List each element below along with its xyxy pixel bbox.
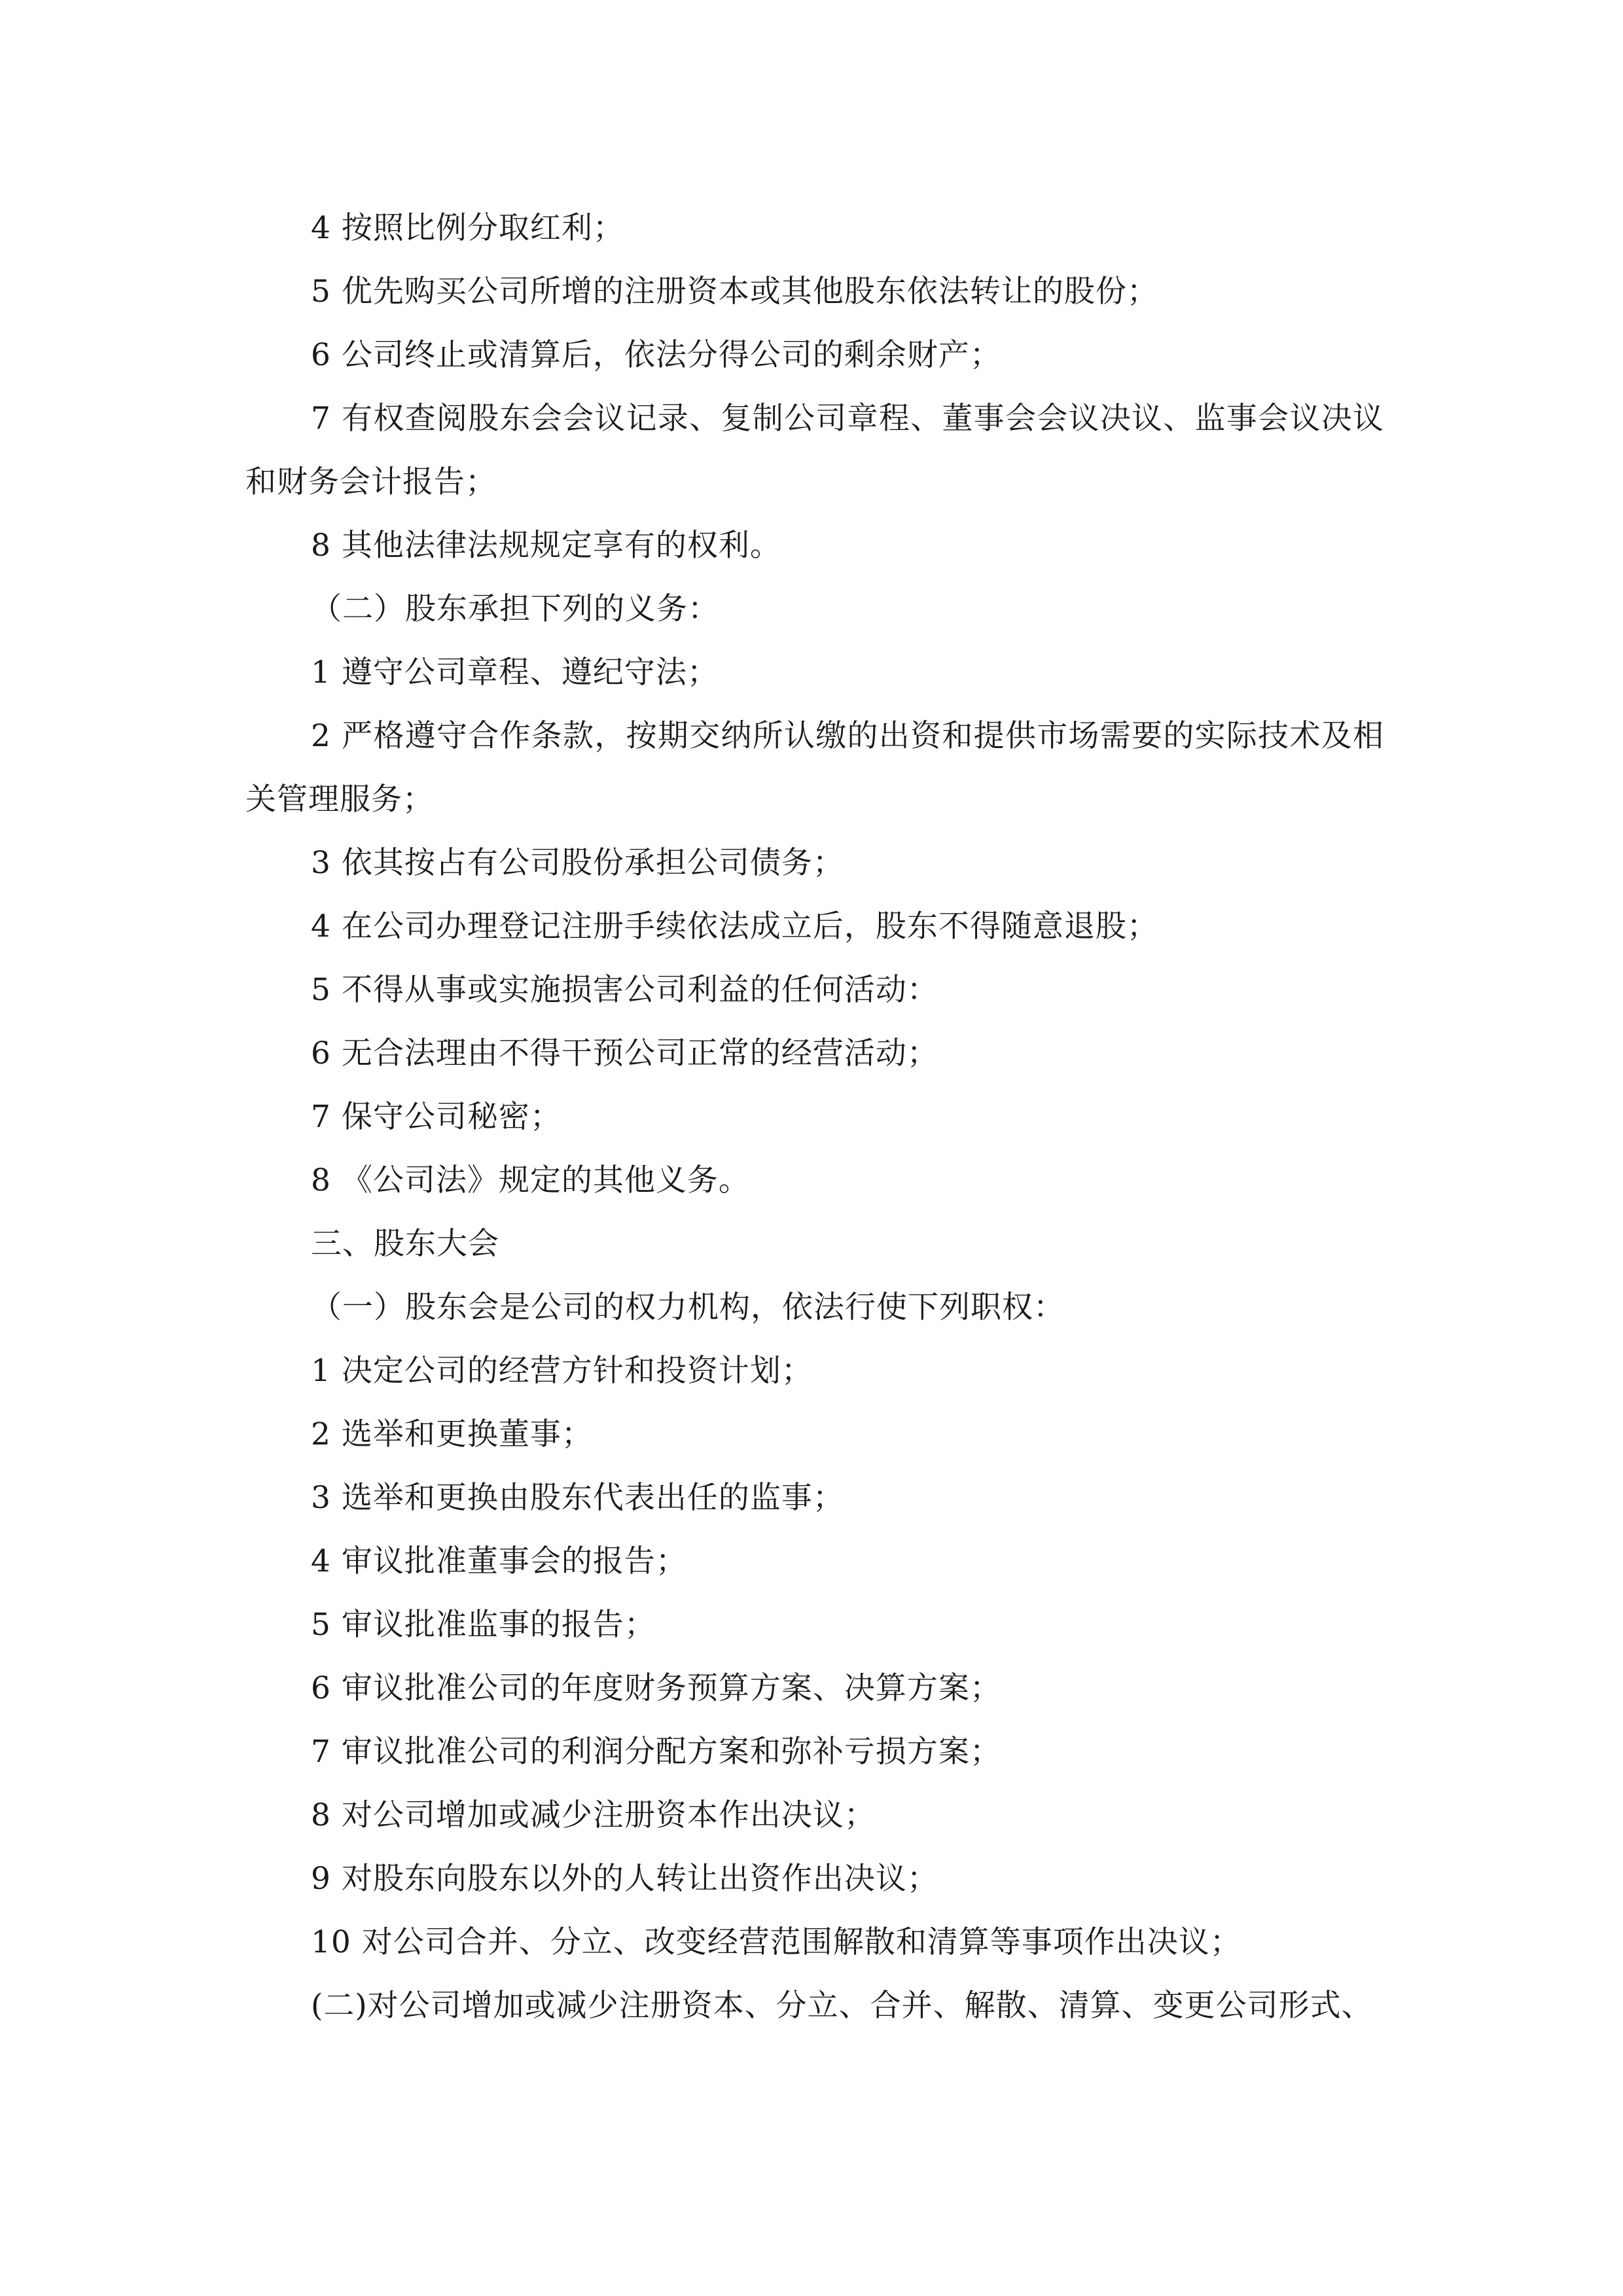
paragraph: 8 对公司增加或减少注册资本作出决议； — [311, 1797, 876, 1833]
section-heading: （一）股东会是公司的权力机构，依法行使下列职权： — [311, 1289, 1065, 1325]
paragraph: 7 有权查阅股东会会议记录、复制公司章程、董事会会议决议、监事会议决议和财务会计报告； — [245, 401, 1384, 500]
paragraph: 8 《公司法》规定的其他义务。 — [311, 1162, 750, 1198]
paragraph: 7 保守公司秘密； — [311, 1099, 562, 1135]
paragraph: 3 依其按占有公司股份承担公司债务； — [311, 845, 844, 881]
paragraph: 4 按照比例分取红利； — [311, 210, 624, 246]
paragraph: 4 在公司办理登记注册手续依法成立后，股东不得随意退股； — [311, 908, 1158, 944]
paragraph: 1 决定公司的经营方针和投资计划； — [311, 1353, 813, 1389]
section-heading: (二)对公司增加或减少注册资本、分立、合并、解散、清算、变更公司形式、 — [311, 1988, 1373, 2024]
paragraph: 7 审议批准公司的利润分配方案和弥补亏损方案； — [311, 1734, 1001, 1770]
section-heading: 三、股东大会 — [311, 1226, 499, 1262]
section-heading: （二）股东承担下列的义务： — [311, 591, 719, 627]
paragraph: 6 公司终止或清算后，依法分得公司的剩余财产； — [311, 337, 1001, 373]
paragraph: 2 严格遵守合作条款，按期交纳所认缴的出资和提供市场需要的实际技术及相关管理服务； — [245, 718, 1384, 817]
document-body — [245, 196, 1384, 2037]
paragraph: 6 无合法理由不得干预公司正常的经营活动； — [311, 1035, 938, 1071]
paragraph: 10 对公司合并、分立、改变经营范围解散和清算等事项作出决议； — [311, 1924, 1241, 1960]
paragraph: 2 选举和更换董事； — [311, 1416, 593, 1452]
paragraph: 3 选举和更换由股东代表出任的监事； — [311, 1480, 844, 1516]
paragraph: 6 审议批准公司的年度财务预算方案、决算方案； — [311, 1670, 1001, 1706]
paragraph: 4 审议批准董事会的报告； — [311, 1543, 687, 1579]
paragraph: 8 其他法律法规规定享有的权利。 — [311, 528, 781, 564]
paragraph: 5 审议批准监事的报告； — [311, 1607, 656, 1643]
paragraph: 5 不得从事或实施损害公司利益的任何活动： — [311, 972, 938, 1008]
paragraph: 1 遵守公司章程、遵纪守法； — [311, 655, 719, 691]
paragraph: 9 对股东向股东以外的人转让出资作出决议； — [311, 1861, 938, 1897]
paragraph: 5 优先购买公司所增的注册资本或其他股东依法转让的股份； — [311, 274, 1158, 310]
